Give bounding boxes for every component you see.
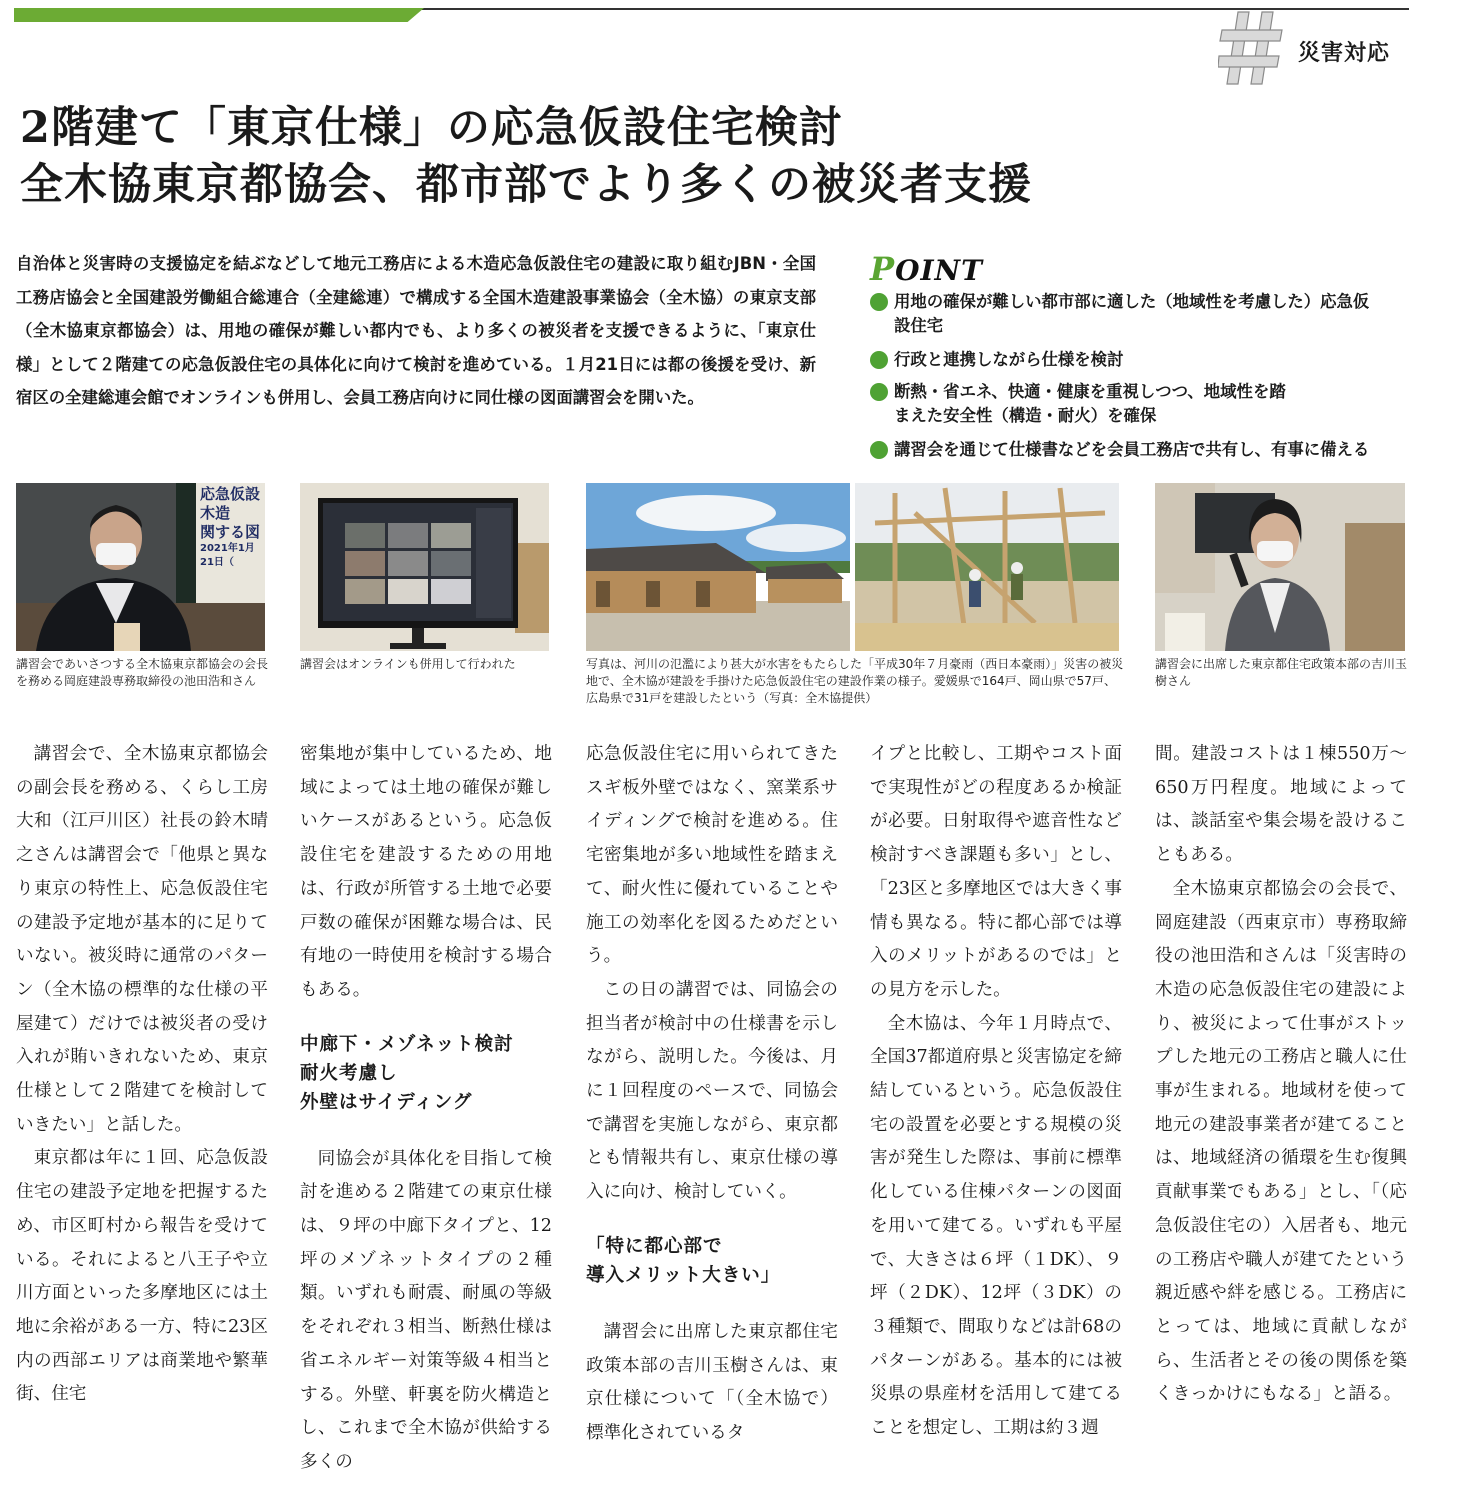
body-paragraph: 全木協東京都協会の会長で、岡庭建設（西東京市）専務取締役の池田浩和さんは「災害時の木造の応急仮設住宅の建設により、被災によって仕事がストップした地元の工務店と職人に仕事が生まれる。地域材を使って地元の建設事業者が建てることは、地域経済の循環を生む復興貢献事業でもある」とし、「（応急仮設住宅の）入居者も、地元の工務店や職人が建てたという親近感や絆を感じる。工務店にとっては、地域に貢献しながら、生活者とその後の関係を築くきっかけにもなる」と語る。: [1155, 878, 1407, 1405]
photo-construction-site-art: [855, 483, 1119, 651]
point-list: [870, 290, 1430, 470]
body-paragraph: 東京都は年に１回、応急仮設住宅の建設予定地を把握するため、市区町村から報告を受けている。それによると八王子や立川方面といった多摩地区には土地に余裕がある一方、特に23区内の西部エリアは商業地や繁華街、住宅: [16, 1148, 268, 1405]
body-paragraph: 全木協は、今年１月時点で、全国37都道府県と災害協定を締結しているという。応急仮設住宅の設置を必要とする規模の災害が発生した際は、事前に標準化している住棟パターンの図面を用いて建てる。いずれも平屋で、大きさは６坪（１DK）、９坪（２DK）、12坪（３DK）の３種類で、間取りなどは計68のパターンがある。基本的には被災県の県産材を活用して建てることを想定し、工期は約３週: [870, 1013, 1122, 1439]
photo-speaker-ikeda-caption: 講習会であいさつする全木協東京都協会の会長を務める岡庭建設専務取締役の池田浩和さん: [16, 657, 269, 688]
photo-online-monitor-art: [300, 483, 549, 651]
headline-line-2: 全木協東京都協会、都市部でより多くの被災者支援: [20, 160, 1032, 210]
body-column-2: [300, 738, 552, 1480]
point-item: 講習会を通じて仕様書などを会員工務店で共有し、有事に備える: [870, 438, 1430, 462]
category-accent-bar: [14, 8, 424, 22]
point-item: 断熱・省エネ、快適・健康を重視しつつ、地域性を踏まえた安全性（構造・耐火）を確保: [870, 380, 1430, 428]
body-paragraph: イプと比較し、工期やコスト面で実現性がどの程度あるか検証が必要。日射取得や遮音性など検討すべき課題も多い」とし、「23区と多摩地区では大きく事情も異なる。特に都心部では導入のメリットがあるのでは」との見方を示した。: [870, 744, 1122, 1000]
body-column-3: [586, 738, 838, 1451]
photo-yoshikawa-art: [1155, 483, 1405, 651]
point-item: 行政と連携しながら仕様を検討: [870, 348, 1430, 372]
photo-temporary-housing: [586, 483, 850, 651]
category-label: 災害対応: [1298, 41, 1391, 66]
sign-text: 応急仮設木造 関する図 2021年1月21日（: [200, 485, 261, 568]
photo-temporary-housing-art: [586, 483, 850, 651]
photo-online-monitor-caption: 講習会はオンラインも併用して行われた: [300, 657, 516, 671]
subheading-merit: 「特に都心部で 導入メリット大きい」: [586, 1235, 781, 1286]
body-column-1: [16, 738, 268, 1412]
body-paragraph: 間。建設コストは１棟550万～650万円程度。地域によっては、談話室や集会場を設けることもある。: [1155, 744, 1407, 866]
photo-online-monitor: [300, 483, 549, 651]
body-column-5: [1155, 738, 1407, 1412]
bullet-icon: [870, 293, 888, 311]
photo-speaker-ikeda: [16, 483, 265, 651]
photo-yoshikawa: [1155, 483, 1405, 651]
subheading-maisonette: 中廊下・メゾネット検討 耐火考慮し 外壁はサイディング: [300, 1033, 514, 1113]
hashtag-icon: [1218, 10, 1284, 86]
photo-yoshikawa-caption: 講習会に出席した東京都住宅政策本部の吉川玉樹さん: [1155, 657, 1408, 688]
body-paragraph: 同協会が具体化を目指して検討を進める２階建ての東京仕様は、９坪の中廊下タイプと、12坪のメゾネットタイプの２種類。いずれも耐震、耐風の等級をそれぞれ３相当、断熱仕様は省エネルギー対策等級４相当とする。外壁、軒裏を防火構造とし、これまで全木協が供給する多くの: [300, 1148, 552, 1472]
body-paragraph: 応急仮設住宅に用いられてきたスギ板外壁ではなく、窯業系サイディングで検討を進める。住宅密集地が多い地域性を踏まえて、耐火性に優れていることや施工の効率化を図るためだという。: [586, 744, 838, 967]
point-title: POINT: [870, 250, 983, 288]
bullet-icon: [870, 383, 888, 401]
lead-paragraph: 自治体と災害時の支援協定を結ぶなどして地元工務店による木造応急仮設住宅の建設に取り組むJBN・全国工務店協会と全国建設労働組合総連合（全建総連）で構成する全国木造建設事業協会（全木協）の東京支部（全木協東京都協会）は、用地の確保が難しい都内でも、より多くの被災者を支援できるように、「東京仕様」として２階建ての応急仮設住宅の具体化に向けて検討を進めている。１月21日には都の後援を受け、新宿区の全建総連会館でオンラインも併用し、会員工務店向けに同仕様の図面講習会を開いた。: [16, 254, 816, 407]
bullet-icon: [870, 441, 888, 459]
point-item: 用地の確保が難しい都市部に適した（地域性を考慮した）応急仮設住宅: [870, 290, 1430, 338]
body-paragraph: 講習会に出席した東京都住宅政策本部の吉川玉樹さんは、東京仕様について「（全木協で）標準化されているタ: [586, 1321, 838, 1443]
headline: [20, 100, 1220, 214]
photo-housing-caption: 写真は、河川の氾濫により甚大が水害をもたらした「平成30年７月豪雨（西日本豪雨）」災害の被災地で、全木協が建設を手掛けた応急仮設住宅の建設作業の様子。愛媛県で164戸、岡山県で57戸、広島県で31戸を建設したという（写真：全木協提供）: [586, 657, 1124, 705]
bullet-icon: [870, 351, 888, 369]
body-column-4: [870, 738, 1122, 1446]
body-paragraph: 密集地が集中しているため、地域によっては土地の確保が難しいケースがあるという。応急仮設住宅を建設するための用地は、行政が所管する土地で必要戸数の確保が困難な場合は、民有地の一時使用を検討する場合もある。: [300, 744, 552, 1000]
headline-line-1: 2階建て「東京仕様」の応急仮設住宅検討: [20, 103, 843, 153]
body-paragraph: この日の講習では、同協会の担当者が検討中の仕様書を示しながら、説明した。今後は、月に１回程度のペースで、同協会で講習を実施しながら、東京都とも情報共有し、東京仕様の導入に向け、検討していく。: [586, 979, 838, 1203]
photo-construction-site: [855, 483, 1119, 651]
body-paragraph: 講習会で、全木協東京都協会の副会長を務める、くらし工房大和（江戸川区）社長の鈴木晴之さんは講習会で「他県と異なり東京の特性上、応急仮設住宅の建設予定地が基本的に足りていない。被災時に通常のパターン（全木協の標準的な仕様の平屋建て）だけでは被災者の受け入れが賄いきれないため、東京仕様として２階建てを検討していきたい」と話した。: [16, 744, 268, 1135]
